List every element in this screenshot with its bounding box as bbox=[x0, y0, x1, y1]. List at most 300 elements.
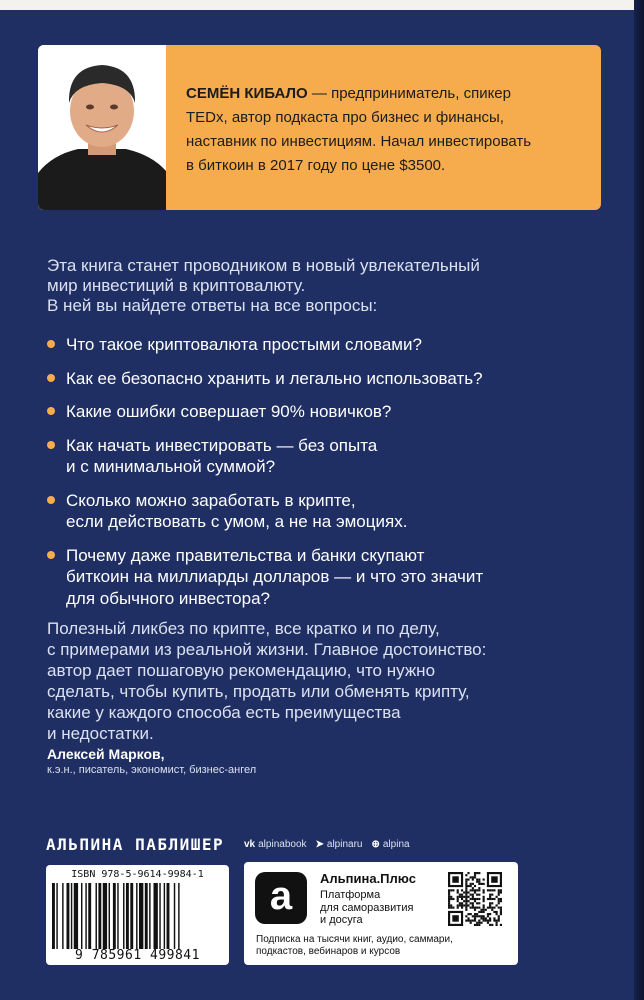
barcode-bar bbox=[88, 883, 91, 949]
qr-module bbox=[476, 898, 478, 900]
logo-letter: a bbox=[269, 874, 293, 918]
qr-module bbox=[476, 902, 478, 904]
barcode-bar bbox=[56, 883, 57, 949]
question-item bbox=[47, 334, 567, 356]
barcode-icon bbox=[52, 883, 223, 949]
qr-module bbox=[467, 920, 469, 922]
qr-module bbox=[483, 889, 485, 891]
qr-module bbox=[465, 915, 467, 917]
qr-module bbox=[489, 917, 491, 919]
alpina-plus-logo-icon bbox=[255, 872, 307, 924]
qr-module bbox=[474, 909, 476, 911]
barcode-bar bbox=[74, 883, 78, 949]
qr-module bbox=[483, 896, 485, 898]
qr-module bbox=[472, 904, 474, 906]
qr-module bbox=[472, 883, 474, 885]
qr-module bbox=[465, 887, 467, 889]
qr-module bbox=[459, 894, 461, 896]
qr-module bbox=[500, 889, 502, 891]
qr-module bbox=[465, 885, 467, 887]
qr-module bbox=[487, 913, 489, 915]
qr-module bbox=[470, 907, 472, 909]
qr-module bbox=[491, 924, 493, 926]
question-line: биткоин на миллиарды долларов — и что это значит bbox=[66, 567, 484, 586]
qr-module bbox=[476, 913, 478, 915]
qr-module bbox=[465, 920, 467, 922]
qr-module bbox=[467, 904, 469, 906]
qr-module bbox=[500, 909, 502, 911]
qr-module bbox=[478, 920, 480, 922]
qr-module bbox=[478, 881, 480, 883]
qr-module bbox=[480, 883, 482, 885]
qr-module bbox=[467, 917, 469, 919]
alpina-plus-promo bbox=[244, 862, 518, 965]
qr-module bbox=[474, 920, 476, 922]
qr-module bbox=[498, 894, 500, 896]
qr-module bbox=[478, 907, 480, 909]
qr-module bbox=[500, 900, 502, 902]
qr-module bbox=[467, 885, 469, 887]
qr-module bbox=[470, 894, 472, 896]
qr-module bbox=[465, 874, 467, 876]
qr-module bbox=[478, 898, 480, 900]
qr-module bbox=[489, 889, 491, 891]
qr-module bbox=[474, 917, 476, 919]
qr-module bbox=[465, 891, 467, 893]
qr-code-icon[interactable] bbox=[448, 872, 502, 926]
barcode-bar bbox=[178, 883, 179, 949]
qr-module bbox=[457, 907, 459, 909]
qr-module bbox=[476, 924, 478, 926]
qr-module bbox=[491, 876, 497, 882]
promo-foot-line: подкастов, вебинаров и курсов bbox=[256, 946, 401, 957]
barcode-bar bbox=[52, 883, 55, 949]
review-line: и недостатки. bbox=[47, 724, 154, 743]
qr-module bbox=[474, 900, 476, 902]
qr-module bbox=[476, 922, 478, 924]
qr-module bbox=[461, 902, 463, 904]
qr-module bbox=[450, 889, 452, 891]
qr-module bbox=[478, 883, 480, 885]
author-name: СЕМЁН КИБАЛО bbox=[186, 85, 308, 102]
qr-module bbox=[489, 913, 491, 915]
qr-module bbox=[457, 898, 459, 900]
qr-module bbox=[474, 889, 476, 891]
review-line: автор дает пошаговую рекомендацию, что нужно bbox=[47, 661, 436, 680]
question-item bbox=[47, 545, 567, 610]
barcode-bar bbox=[130, 883, 133, 949]
qr-module bbox=[496, 911, 498, 913]
qr-module bbox=[474, 885, 476, 887]
barcode-bar bbox=[145, 883, 148, 949]
qr-module bbox=[483, 900, 485, 902]
qr-module bbox=[470, 885, 472, 887]
qr-module bbox=[474, 913, 476, 915]
qr-module bbox=[465, 904, 467, 906]
barcode-bar bbox=[126, 883, 129, 949]
qr-module bbox=[448, 904, 450, 906]
bullet-icon bbox=[47, 407, 55, 415]
question-line: для обычного инвестора? bbox=[66, 588, 270, 608]
social-handle[interactable]: alpinabook bbox=[258, 839, 307, 850]
qr-module bbox=[476, 907, 478, 909]
qr-module bbox=[493, 889, 495, 891]
qr-module bbox=[487, 898, 489, 900]
qr-module bbox=[465, 883, 467, 885]
qr-module bbox=[498, 900, 500, 902]
promo-desc-line: и досуга bbox=[320, 914, 363, 926]
qr-module bbox=[465, 907, 467, 909]
qr-module bbox=[489, 898, 491, 900]
qr-module bbox=[472, 894, 474, 896]
cover-top-edge bbox=[0, 0, 644, 10]
qr-module bbox=[476, 872, 478, 874]
qr-module bbox=[483, 911, 485, 913]
qr-module bbox=[496, 896, 498, 898]
qr-module bbox=[478, 894, 480, 896]
qr-module bbox=[465, 878, 467, 880]
qr-module bbox=[493, 907, 495, 909]
author-photo bbox=[38, 45, 166, 210]
qr-module bbox=[493, 920, 495, 922]
barcode-bar bbox=[149, 883, 150, 949]
qr-module bbox=[493, 917, 495, 919]
qr-module bbox=[448, 896, 450, 898]
qr-module bbox=[478, 878, 480, 880]
qr-module bbox=[483, 883, 485, 885]
qr-module bbox=[450, 896, 452, 898]
intro-line: В ней вы найдете ответы на все вопросы: bbox=[47, 296, 378, 315]
qr-module bbox=[480, 911, 482, 913]
qr-module bbox=[450, 898, 452, 900]
telegram-icon: ➤ bbox=[315, 839, 324, 850]
barcode-bar bbox=[159, 883, 160, 949]
qr-module bbox=[500, 924, 502, 926]
qr-module bbox=[491, 898, 493, 900]
qr-module bbox=[498, 915, 500, 917]
review-line: сделать, чтобы купить, продать или обменять крипту, bbox=[47, 682, 470, 701]
author-portrait-illustration bbox=[38, 45, 166, 210]
qr-module bbox=[474, 876, 476, 878]
qr-module bbox=[467, 896, 469, 898]
qr-module bbox=[467, 913, 469, 915]
reviewer-role: к.э.н., писатель, экономист, бизнес-ангел bbox=[47, 764, 257, 776]
qr-module bbox=[483, 915, 485, 917]
qr-module bbox=[474, 872, 476, 874]
qr-module bbox=[500, 891, 502, 893]
qr-module bbox=[472, 876, 474, 878]
qr-module bbox=[472, 902, 474, 904]
question-line: и с минимальной суммой? bbox=[66, 457, 276, 476]
barcode-bar bbox=[136, 883, 137, 949]
qr-module bbox=[474, 915, 476, 917]
qr-module bbox=[463, 900, 465, 902]
qr-module bbox=[472, 915, 474, 917]
qr-module bbox=[465, 898, 467, 900]
qr-module bbox=[450, 907, 452, 909]
qr-module bbox=[489, 904, 491, 906]
qr-module bbox=[480, 917, 482, 919]
question-item bbox=[47, 401, 567, 423]
barcode-bar bbox=[139, 883, 143, 949]
qr-module bbox=[476, 881, 478, 883]
qr-module bbox=[491, 909, 493, 911]
questions-list bbox=[47, 334, 567, 621]
promo-foot-line: Подписка на тысячи книг, аудио, саммари, bbox=[256, 934, 453, 945]
qr-module bbox=[476, 894, 478, 896]
barcode-bar bbox=[103, 883, 107, 949]
plus-icon: ⊕ bbox=[371, 839, 380, 850]
question-item bbox=[47, 435, 567, 478]
question-line: Как ее безопасно хранить и легально использовать? bbox=[66, 368, 483, 388]
qr-module bbox=[478, 887, 480, 889]
question-line: если действовать с умом, а не на эмоциях. bbox=[66, 512, 408, 531]
qr-module bbox=[498, 920, 500, 922]
qr-module bbox=[457, 900, 459, 902]
qr-module bbox=[478, 889, 480, 891]
qr-module bbox=[474, 874, 476, 876]
qr-module bbox=[448, 907, 450, 909]
author-bio-line: наставник по инвестициям. Начал инвестировать bbox=[186, 133, 532, 150]
barcode-bar bbox=[154, 883, 158, 949]
qr-module bbox=[463, 891, 465, 893]
barcode-bar bbox=[123, 883, 124, 949]
bullet-icon bbox=[47, 340, 55, 348]
qr-module bbox=[465, 896, 467, 898]
barcode-bar bbox=[85, 883, 86, 949]
qr-module bbox=[483, 891, 485, 893]
barcode-bar bbox=[81, 883, 82, 949]
qr-module bbox=[491, 902, 493, 904]
qr-module bbox=[461, 889, 463, 891]
qr-module bbox=[459, 904, 461, 906]
qr-module bbox=[489, 924, 491, 926]
qr-module bbox=[461, 898, 463, 900]
barcode-panel bbox=[46, 865, 229, 965]
review-line: Полезный ликбез по крипте, все кратко и по делу, bbox=[47, 619, 440, 638]
question-line: Сколько можно заработать в крипте, bbox=[66, 490, 356, 510]
qr-module bbox=[470, 898, 472, 900]
review-line: какие у каждого способа есть преимущества bbox=[47, 703, 401, 722]
qr-module bbox=[448, 898, 450, 900]
qr-module bbox=[467, 878, 469, 880]
qr-module bbox=[452, 907, 454, 909]
question-item bbox=[47, 368, 567, 390]
qr-module bbox=[465, 894, 467, 896]
social-handle[interactable]: alpina bbox=[382, 839, 410, 850]
qr-module bbox=[467, 900, 469, 902]
qr-module bbox=[472, 907, 474, 909]
qr-module bbox=[472, 887, 474, 889]
qr-module bbox=[450, 904, 452, 906]
qr-module bbox=[493, 898, 495, 900]
qr-module bbox=[500, 907, 502, 909]
qr-module bbox=[480, 915, 482, 917]
qr-module bbox=[480, 909, 482, 911]
qr-module bbox=[496, 904, 498, 906]
barcode-bar bbox=[109, 883, 110, 949]
qr-module bbox=[452, 889, 454, 891]
publisher-logo: АЛЬПИНА ПАБЛИШЕР bbox=[46, 835, 225, 854]
promo-desc-line: Платформа bbox=[320, 889, 381, 901]
qr-module bbox=[498, 917, 500, 919]
barcode-bar bbox=[164, 883, 165, 949]
isbn-label: ISBN 978-5-9614-9984-1 bbox=[71, 869, 204, 880]
qr-module bbox=[465, 900, 467, 902]
qr-module bbox=[483, 907, 485, 909]
qr-module bbox=[463, 904, 465, 906]
qr-module bbox=[496, 913, 498, 915]
qr-module bbox=[485, 917, 487, 919]
barcode-bar bbox=[62, 883, 63, 949]
qr-module bbox=[461, 894, 463, 896]
qr-module bbox=[461, 896, 463, 898]
qr-module bbox=[483, 920, 485, 922]
qr-module bbox=[500, 898, 502, 900]
qr-module bbox=[474, 898, 476, 900]
question-line: Как начать инвестировать — без опыта bbox=[66, 435, 378, 455]
qr-module bbox=[457, 891, 459, 893]
qr-module bbox=[465, 881, 467, 883]
qr-module bbox=[483, 904, 485, 906]
promo-description bbox=[320, 889, 440, 927]
qr-module bbox=[457, 896, 459, 898]
qr-module bbox=[489, 902, 491, 904]
qr-module bbox=[459, 902, 461, 904]
qr-module bbox=[452, 876, 458, 882]
intro-line: Эта книга станет проводником в новый увлекательный bbox=[47, 256, 480, 275]
barcode-bar bbox=[113, 883, 116, 949]
qr-module bbox=[470, 922, 472, 924]
qr-module bbox=[496, 922, 498, 924]
social-handle[interactable]: alpinaru bbox=[326, 839, 363, 850]
barcode-bar bbox=[98, 883, 101, 949]
barcode-bar bbox=[117, 883, 118, 949]
qr-module bbox=[491, 889, 493, 891]
intro-line: мир инвестиций в криптовалюту. bbox=[47, 276, 306, 295]
qr-module bbox=[463, 896, 465, 898]
barcode-bar bbox=[174, 883, 175, 949]
qr-module bbox=[467, 872, 469, 874]
qr-module bbox=[483, 909, 485, 911]
qr-module bbox=[476, 889, 478, 891]
qr-module bbox=[483, 898, 485, 900]
qr-module bbox=[491, 907, 493, 909]
qr-module bbox=[470, 889, 472, 891]
question-line: Какие ошибки совершает 90% новичков? bbox=[66, 402, 392, 421]
qr-module bbox=[474, 907, 476, 909]
barcode-bar bbox=[167, 883, 170, 949]
qr-module bbox=[498, 891, 500, 893]
author-bio bbox=[186, 82, 586, 178]
qr-module bbox=[489, 920, 491, 922]
qr-module bbox=[465, 909, 467, 911]
qr-module bbox=[452, 898, 454, 900]
qr-module bbox=[472, 898, 474, 900]
reviewer-name: Алексей Марков, bbox=[47, 746, 165, 762]
qr-module bbox=[448, 891, 450, 893]
qr-module bbox=[496, 924, 498, 926]
barcode-digits: 9 785961 499841 bbox=[75, 948, 200, 963]
qr-module bbox=[483, 878, 485, 880]
qr-module bbox=[489, 907, 491, 909]
qr-module bbox=[448, 894, 450, 896]
qr-module bbox=[478, 915, 480, 917]
question-line: Что такое криптовалюта простыми словами? bbox=[66, 335, 422, 354]
qr-module bbox=[452, 915, 458, 921]
qr-module bbox=[457, 904, 459, 906]
qr-module bbox=[491, 894, 493, 896]
vk-icon: vk bbox=[244, 839, 256, 850]
book-intro bbox=[47, 256, 537, 316]
qr-module bbox=[476, 915, 478, 917]
qr-module bbox=[467, 891, 469, 893]
qr-module bbox=[496, 920, 498, 922]
barcode-bar bbox=[96, 883, 97, 949]
qr-module bbox=[487, 920, 489, 922]
qr-module bbox=[478, 902, 480, 904]
qr-module bbox=[476, 878, 478, 880]
qr-module bbox=[487, 915, 489, 917]
qr-module bbox=[478, 924, 480, 926]
author-bio-line: TEDx, автор подкаста про бизнес и финансы, bbox=[186, 109, 504, 126]
question-item bbox=[47, 490, 567, 533]
bullet-icon bbox=[47, 496, 55, 504]
qr-module bbox=[487, 889, 489, 891]
qr-module bbox=[470, 913, 472, 915]
qr-module bbox=[448, 902, 450, 904]
promo-footer bbox=[256, 934, 511, 958]
qr-module bbox=[448, 900, 450, 902]
qr-module bbox=[500, 913, 502, 915]
qr-module bbox=[465, 889, 467, 891]
review-line: с примерами из реальной жизни. Главное достоинство: bbox=[47, 640, 487, 659]
qr-module bbox=[483, 917, 485, 919]
barcode-bar bbox=[71, 883, 72, 949]
qr-module bbox=[493, 911, 495, 913]
qr-module bbox=[472, 920, 474, 922]
qr-module bbox=[478, 872, 480, 874]
author-bio-line: — предприниматель, спикер bbox=[307, 85, 511, 102]
promo-title: Альпина.Плюс bbox=[320, 871, 416, 886]
qr-module bbox=[498, 902, 500, 904]
promo-desc-line: для саморазвития bbox=[320, 901, 414, 914]
social-links bbox=[244, 839, 410, 850]
qr-module bbox=[474, 891, 476, 893]
qr-module bbox=[500, 911, 502, 913]
qr-module bbox=[480, 922, 482, 924]
qr-module bbox=[465, 902, 467, 904]
qr-module bbox=[448, 889, 450, 891]
review-quote bbox=[47, 618, 567, 744]
qr-module bbox=[498, 898, 500, 900]
qr-module bbox=[457, 889, 459, 891]
cover-right-edge bbox=[634, 0, 644, 1000]
qr-module bbox=[478, 911, 480, 913]
qr-module bbox=[472, 896, 474, 898]
qr-module bbox=[470, 902, 472, 904]
qr-module bbox=[470, 876, 472, 878]
qr-module bbox=[498, 889, 500, 891]
question-line: Почему даже правительства и банки скупают bbox=[66, 545, 425, 565]
bullet-icon bbox=[47, 551, 55, 559]
qr-module bbox=[461, 904, 463, 906]
bullet-icon bbox=[47, 441, 55, 449]
qr-module bbox=[470, 883, 472, 885]
qr-module bbox=[478, 922, 480, 924]
qr-module bbox=[472, 889, 474, 891]
qr-module bbox=[487, 922, 489, 924]
